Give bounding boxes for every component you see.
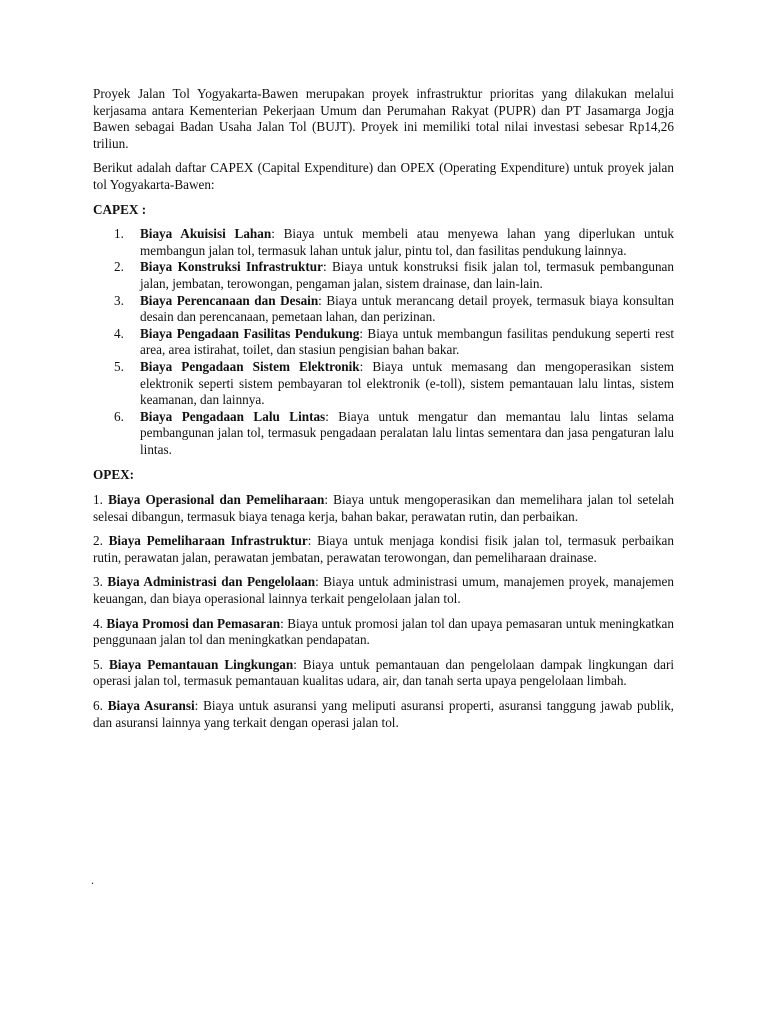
- opex-term: Biaya Pemantauan Lingkungan: [108, 656, 294, 672]
- capex-heading: CAPEX :: [93, 201, 147, 217]
- opex-desc: : Biaya untuk administrasi umum, manajemen proyek, manajemen keuangan, dan biaya operasional lainnya terkait pengelolaan jalan tol.: [93, 574, 675, 607]
- capex-desc: : Biaya untuk memasang dan mengoperasikan sistem elektronik seperti sistem pembayaran tol elektronik (e-toll), sistem pemantauan lalu lintas, sistem keamanan, dan lainnya.: [140, 358, 674, 408]
- capex-item-3: [93, 293, 674, 326]
- list-number: 4.: [93, 615, 103, 631]
- list-number: 4.: [114, 325, 124, 341]
- opex-desc: : Biaya untuk asuransi yang meliputi asuransi properti, asuransi tanggung jawab publik, dan asuransi lainnya yang terkait dengan operasi jalan tol.: [93, 698, 674, 730]
- opex-term: Biaya Administrasi dan Pengelolaan: [107, 574, 316, 590]
- opex-desc: : Biaya untuk menjaga kondisi fisik jalan tol, termasuk perbaikan rutin, perawatan jalan, perawatan jembatan, perawatan terowongan, dan pemeliharaan drainase.: [93, 533, 674, 565]
- capex-section: [93, 226, 674, 458]
- opex-section: [93, 492, 674, 731]
- opex-item-4: [93, 616, 674, 649]
- list-number: 2.: [114, 259, 124, 275]
- opex-term: Biaya Promosi dan Pemasaran: [106, 615, 281, 631]
- opex-item-1: [93, 492, 674, 525]
- opex-term: Biaya Operasional dan Pemeliharaan: [108, 492, 325, 508]
- opex-item-3: [93, 574, 674, 607]
- intro-paragraph: Proyek Jalan Tol Yogyakarta-Bawen merupakan proyek infrastruktur prioritas yang dilakukan melalui kerjasama antara Kementerian Pekerjaan Umum dan Perumahan Rakyat (PUPR) dan PT Jasamarga Jogja Bawen sebagai Badan Usaha Jalan Tol (BUJT). Proyek ini memiliki total nilai investasi sebesar Rp14,26 triliun.: [93, 86, 674, 151]
- opex-item-2: [93, 533, 674, 566]
- list-number: 5.: [114, 358, 124, 374]
- capex-item-2: [93, 259, 674, 292]
- capex-item-4: [93, 326, 674, 359]
- list-number: 1.: [93, 492, 103, 508]
- capex-desc: : Biaya untuk membangun fasilitas pendukung seperti rest area, area istirahat, toilet, dan stasiun pengisian bahan bakar.: [140, 325, 674, 358]
- list-number: 5.: [93, 656, 103, 672]
- capex-term: Biaya Akuisisi Lahan: [140, 226, 272, 242]
- opex-heading: OPEX:: [93, 467, 135, 483]
- capex-list: [93, 226, 674, 458]
- capex-term: Biaya Pengadaan Fasilitas Pendukung: [140, 325, 360, 341]
- trailing-mark: .: [91, 873, 94, 887]
- capex-item-6: [93, 409, 674, 459]
- capex-term: Biaya Pengadaan Sistem Elektronik: [140, 358, 360, 374]
- opex-desc: : Biaya untuk promosi jalan tol dan upaya pemasaran untuk meningkatkan penggunaan jalan tol dan meningkatkan pendapatan.: [93, 615, 675, 648]
- opex-desc: : Biaya untuk pemantauan dan pengelolaan dampak lingkungan dari operasi jalan tol, termasuk pemantauan kualitas udara, air, dan tanah serta upaya pengelolaan limbah.: [93, 656, 675, 689]
- list-number: 2.: [93, 533, 103, 549]
- capex-term: Biaya Pengadaan Lalu Lintas: [140, 408, 326, 424]
- list-number: 1.: [114, 226, 124, 242]
- capex-desc: : Biaya untuk membeli atau menyewa lahan yang diperlukan untuk membangun jalan tol, termasuk lahan untuk jalur, pintu tol, dan fasilitas pendukung lainnya.: [140, 226, 674, 258]
- capex-term: Biaya Perencanaan dan Desain: [140, 292, 319, 308]
- capex-desc: : Biaya untuk mengatur dan memantau lalu lintas selama pembangunan jalan tol, termasuk pengadaan peralatan lalu lintas sementara dan jasa pengaturan lalu lintas.: [140, 408, 674, 457]
- opex-item-5: [93, 657, 674, 690]
- document-body: [93, 86, 674, 739]
- intro-list-paragraph: Berikut adalah daftar CAPEX (Capital Expenditure) dan OPEX (Operating Expenditure) untuk proyek jalan tol Yogyakarta-Bawen:: [93, 160, 674, 192]
- capex-desc: : Biaya untuk konstruksi fisik jalan tol, termasuk pembangunan jalan, jembatan, terowongan, pengaman jalan, sistem drainase, dan lain-lain.: [140, 259, 674, 291]
- opex-desc: : Biaya untuk mengoperasikan dan memelihara jalan tol setelah selesai dibangun, termasuk biaya tenaga kerja, bahan bakar, perawatan rutin, dan perbaikan.: [93, 492, 674, 524]
- list-number: 3.: [93, 574, 103, 590]
- opex-item-6: [93, 698, 674, 731]
- list-number: 3.: [114, 292, 124, 308]
- capex-term: Biaya Konstruksi Infrastruktur: [140, 259, 323, 275]
- capex-desc: : Biaya untuk merancang detail proyek, termasuk biaya konsultan desain dan perencanaan, pemetaan lahan, dan perizinan.: [140, 292, 674, 325]
- list-number: 6.: [114, 408, 124, 424]
- list-number: 6.: [93, 698, 103, 713]
- capex-item-1: [93, 226, 674, 259]
- opex-term: Biaya Pemeliharaan Infrastruktur: [108, 533, 308, 549]
- opex-term: Biaya Asuransi: [107, 698, 195, 713]
- capex-item-5: [93, 359, 674, 409]
